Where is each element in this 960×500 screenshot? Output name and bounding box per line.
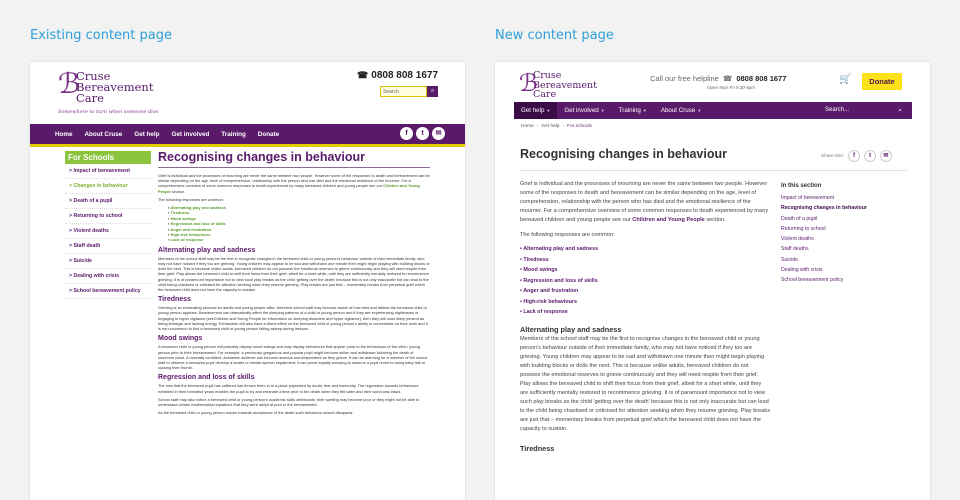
section-link-changes[interactable]: Recognising changes in behaviour [781, 205, 867, 212]
phone-number[interactable]: ☎ 0808 808 1677 [357, 70, 438, 81]
list-item[interactable]: • Regression and loss of skills [520, 276, 770, 287]
caption-existing: Existing content page [30, 28, 172, 43]
sidebar-item-crisis[interactable]: > Dealing with crisis [65, 269, 151, 284]
section-heading: Alternating play and sadness [520, 324, 622, 334]
main-content [158, 150, 430, 418]
breadcrumb-home[interactable]: Home [521, 124, 534, 129]
donate-button[interactable]: Donate [862, 73, 902, 90]
list-item[interactable]: ▪ Lack of response [168, 237, 430, 242]
nav-donate[interactable]: Donate [257, 130, 280, 138]
breadcrumb-get-help[interactable]: Get help [541, 124, 560, 129]
children-young-people-link[interactable]: Children and Young People [632, 217, 705, 223]
breadcrumb-separator-icon: › [536, 124, 539, 129]
section-link-crisis[interactable]: Dealing with crisis [781, 267, 823, 274]
section-text: Members of the school staff may be the first to recognise changes in the bereaved child or young person's behaviour outside of their immediate family, who may not have noticed if they too are grieving. Young children may appear to be sad and withdrawn one minute then might begin playing with building blocks or dolls the next. This is because unlike adults, bereaved children do not possess the emotional reserves to grieve continuously and they will need respite from their grief. Play allows the bereaved child to shift their focus from their grief, albeit for a short while, until they are sufficiently mentally restored to recommence grieving. It is of paramount importance not to view such play breaks as the child 'getting over the death' because this is not only inaccurate but can lead to the child being chastised or criticised for attention seeking when they resume grieving. Play breaks are just that – momentary breaks from perpetual grief which the bereaved child does not have the capacity to sustain. [158, 255, 430, 293]
search-button[interactable] [427, 86, 438, 97]
nav-about-cruse[interactable]: About Cruse [84, 130, 123, 138]
list-item[interactable]: • Lack of response [520, 307, 770, 318]
email-icon[interactable]: ✉ [880, 150, 892, 162]
chevron-down-icon: ▼ [697, 108, 702, 113]
section-heading: Alternating play and sadness [158, 246, 256, 254]
phone-icon: ☎ [357, 70, 369, 80]
in-this-section-heading: In this section [781, 183, 822, 189]
email-icon[interactable]: ✉ [432, 127, 445, 140]
breadcrumb-separator-icon: › [562, 124, 565, 129]
intro-paragraph: Grief is individual and the processes of mourning are never the same between two people. However some of the responses to death and bereavement can be similar depending on the age, level of comprehension, relationship with the person who has died and the emotional resilience of the mourner. For a comprehensive overview of some common responses to death experienced by many bereaved children and young people see our Children and Young People section. [158, 173, 430, 194]
nav-divider [30, 144, 465, 147]
section-heading: Tiredness [520, 443, 555, 453]
sidebar-item-death-pupil[interactable]: > Death of a pupil [65, 194, 151, 209]
chevron-down-icon: ▼ [546, 108, 551, 113]
list-item[interactable]: ▪ Alternating play and sadness [168, 205, 430, 210]
list-item[interactable]: ▪ High-risk behaviours [168, 232, 430, 237]
responses-lead: The following responses are common: [520, 232, 615, 238]
cruse-logo-mark-icon: ℬ [58, 67, 81, 100]
nav-training[interactable]: Training [221, 130, 246, 138]
sidebar-item-returning[interactable]: > Returning to school [65, 209, 151, 224]
section-text: Members of the school staff may be the first to recognise changes in the bereaved child or young person's behaviour outside of their immediate family, who may not have noticed if they too are grieving. Young children may appear to be sad and withdrawn one minute then might begin playing with building blocks or dolls the next. This is because unlike adults, bereaved children do not possess the emotional reserves to grieve continuously and they will need respite from their grief. Play allows the bereaved child to shift their focus from their grief, albeit for a short while, until they are sufficiently mentally restored to recommence grieving. It is of paramount importance not to view such play breaks as the child 'getting over the death' because this is not only inaccurate but can lead to the child being chastised or criticised for attention seeking when they resume grieving. Play breaks are just that – momentary breaks from perpetual grief which the bereaved child does not have the capacity to sustain. [520, 335, 770, 432]
helpline-label: Call our free helpline [650, 74, 719, 83]
helpline[interactable] [650, 74, 786, 83]
logo-name: Cruse Bereavement Care [533, 70, 597, 100]
list-item[interactable]: ▪ Regression and loss of skills [168, 221, 430, 226]
caption-new: New content page [495, 28, 614, 43]
intro-paragraph: Grief is individual and the processes of mourning are never the same between two people. However some of the responses to death and bereavement can be similar depending on the age, level of comprehension, relationship with the person who has died and the emotional resilience of the mourner. For a comprehensive overview of some common responses to death experienced by many bereaved children and young people see our Children and Young People section. [520, 181, 769, 223]
nav-get-involved[interactable]: Get involved ▼ [564, 107, 605, 114]
cruse-logo-mark-icon: ℬ [519, 69, 538, 97]
share-label: Share this: [821, 153, 844, 159]
list-item[interactable]: • Anger and frustration [520, 286, 770, 297]
sidebar-item-staff[interactable]: > Staff death [65, 239, 151, 254]
nav-get-help[interactable]: Get help [134, 130, 160, 138]
children-young-people-link[interactable]: Children and Young People [158, 183, 420, 194]
sidebar-item-policy[interactable]: > School bereavement policy [65, 284, 151, 299]
section-text: School staff may also notice a bereaved child or young person's academic skills deteriorate; their spelling may become poor or they might not be able to understand certain mathematical equations that they were adept at prior to the bereavement. [158, 396, 420, 407]
search-box [380, 86, 438, 97]
section-text: A bereaved child or young person will probably display mood swings and may display behaviours that appear polar to the behaviours of the child / young person prior to their bereavement. For example, a previously gregarious and popular pupil might become sullen and withdrawn following the death of someone close. A normally confident, academic achiever can become anxious and despondent as they grieve. It can be alarming for a member of the school staff to observe a bereaved pupil develop a stutter or similar speech impairment; it can prove equally worrying to observe a pupil revert to using baby talk or sucking their thumb. [158, 344, 428, 371]
title-divider [520, 170, 907, 171]
nav-home[interactable]: Home [55, 130, 73, 138]
list-item[interactable]: ▪ Anger and frustration [168, 227, 430, 232]
nav-get-help[interactable]: Get help ▼ [514, 102, 557, 119]
responses-list [168, 205, 430, 243]
main-nav [30, 124, 465, 144]
sidebar-heading: For Schools [65, 151, 151, 164]
main-content [520, 180, 770, 454]
search-icon[interactable]: ⌕ [898, 107, 902, 114]
section-heading: Mood swings [158, 335, 203, 343]
section-text: The loss that the bereaved pupil has suffered has thrown them in to a place populated by doubt, fear and insecurity. The regression towards behaviours exhibited in their formative years enables the pupil to try and emanate a time prior to the death when they felt safer and their world was intact. [158, 383, 419, 394]
breadcrumb-for-schools[interactable]: For schools [567, 124, 592, 129]
list-item[interactable]: ▪ Mood swings [168, 216, 430, 221]
twitter-icon[interactable]: t [864, 150, 876, 162]
cruse-logo[interactable] [58, 69, 188, 117]
list-item[interactable]: • Alternating play and sadness [520, 244, 770, 255]
section-heading: Tiredness [158, 296, 191, 304]
social-icons [400, 127, 445, 140]
section-link-staff[interactable]: Staff deaths [781, 246, 809, 253]
main-nav [514, 102, 912, 119]
list-item[interactable]: ▪ Tiredness [168, 210, 430, 215]
cruse-logo[interactable] [519, 70, 639, 104]
phone-icon: ☎ [722, 74, 733, 83]
twitter-icon[interactable]: t [416, 127, 429, 140]
sidebar-item-impact[interactable]: > Impact of bereavement [65, 164, 151, 179]
logo-tagline: Somewhere to turn when someone dies [58, 109, 159, 115]
logo-name: Cruse Bereavement Care [76, 69, 154, 105]
section-link-violent[interactable]: Violent deaths [781, 236, 814, 243]
search-input[interactable]: Search... ⌕ [825, 102, 912, 119]
cart-icon[interactable]: 🛒 [839, 74, 852, 85]
section-link-impact[interactable]: Impact of bereavement [781, 195, 835, 201]
facebook-icon[interactable]: f [400, 127, 413, 140]
new-page [495, 62, 930, 500]
in-this-section [781, 183, 911, 286]
sidebar-item-changes[interactable]: > Changes in behaviour [65, 179, 151, 194]
nav-training[interactable]: Training ▼ [618, 107, 647, 114]
chevron-down-icon: ▼ [600, 108, 605, 113]
breadcrumb [521, 124, 592, 129]
share-bar [821, 150, 892, 162]
facebook-icon[interactable]: f [848, 150, 860, 162]
page-title: Recognising changes in behaviour [158, 150, 430, 168]
sidebar-item-violent[interactable]: > Violent deaths [65, 224, 151, 239]
section-text: Grieving is an exhausting process for adults and young people alike, therefore school staff may become aware of how tired and listless the bereaved child or young person appears. Bereavement can dramatically affect the sleeping patterns of a child or young person and if they are experiencing nightmares or engaging in hyper vigilance (seeChildren and Young People for information on sleeping disorders and hyper vigilance), then they will most likely present as being lethargic and lacking energy. Exhaustion will also have a direct effect on the bereaved child or young person's ability to concentrate on their work and it is not uncommon to find a bereaved child or young person falling asleep during lessons. [158, 305, 428, 332]
list-item[interactable]: • High-risk behaviours [520, 297, 770, 308]
sidebar [65, 151, 151, 299]
nav-about-cruse[interactable]: About Cruse ▼ [660, 107, 702, 114]
responses-lead: The following responses are common: [158, 196, 224, 202]
list-item[interactable]: • Tiredness [520, 255, 770, 266]
section-link-policy[interactable]: School bereavement policy [781, 277, 844, 284]
search-input[interactable]: Search [380, 86, 427, 97]
existing-page [30, 62, 465, 500]
page-title: Recognising changes in behaviour [520, 147, 727, 161]
section-link-suicide[interactable]: Suicide [781, 256, 799, 263]
nav-get-involved[interactable]: Get involved [171, 130, 210, 138]
phone-number: 0808 808 1677 [736, 74, 787, 83]
list-item[interactable]: • Mood swings [520, 265, 770, 276]
section-text: As the bereaved child or young person moves towards acceptance of the death such behaviour should disappear. [158, 410, 354, 416]
helpline-hours: Open Mon-Fri 9.30-5pm [707, 85, 756, 90]
section-link-returning[interactable]: Returning to school [781, 225, 826, 232]
search-icon: ⌕ [430, 88, 435, 94]
chevron-down-icon: ▼ [642, 108, 647, 113]
sidebar-item-suicide[interactable]: > Suicide [65, 254, 151, 269]
section-heading: Regression and loss of skills [158, 374, 255, 382]
responses-list [520, 244, 770, 318]
section-link-death-pupil[interactable]: Death of a pupil [781, 215, 818, 222]
